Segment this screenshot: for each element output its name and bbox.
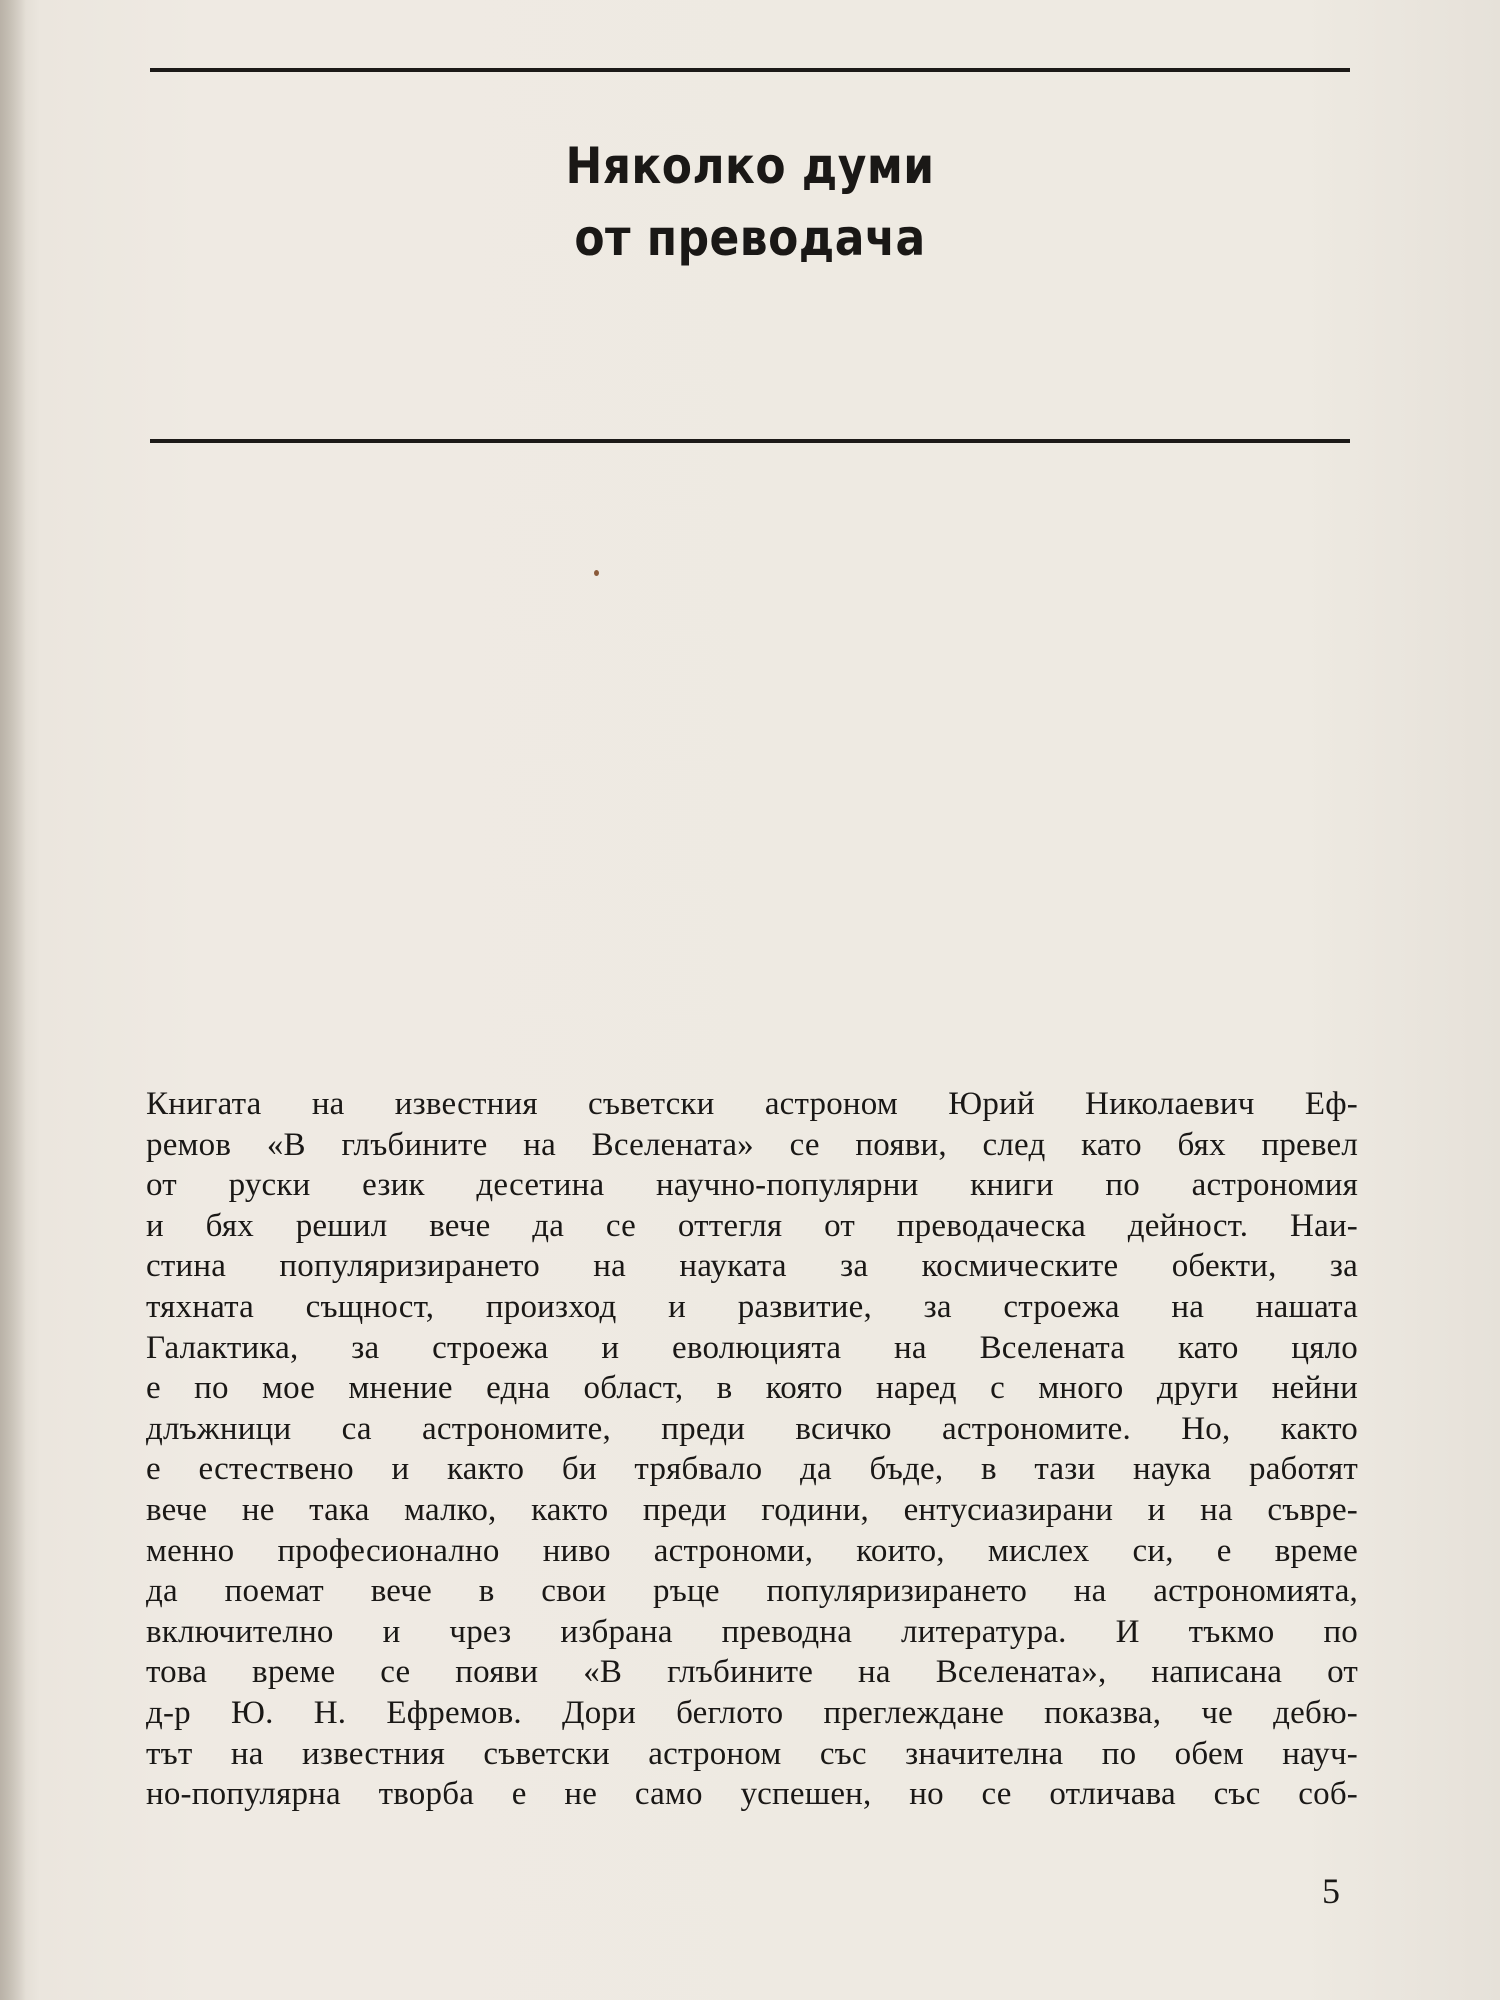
text-line: менно професионално ниво астрономи, които, мислех си, е време bbox=[146, 1532, 1358, 1569]
page-number: 5 bbox=[1322, 1871, 1340, 1911]
text-line: да поемат вече в свои ръце популяризирането на астрономията, bbox=[146, 1573, 1358, 1610]
text-line: тът на известния съветски астроном със значителна по обем науч- bbox=[146, 1735, 1358, 1772]
paper-speck bbox=[594, 570, 599, 576]
text-line: това време се появи «В глъбините на Вселената», написана от bbox=[146, 1654, 1358, 1691]
text-line: стина популяризирането на науката за космическите обекти, за bbox=[146, 1248, 1358, 1285]
text-line: Галактика, за строежа и еволюцията на Вселената като цяло bbox=[146, 1329, 1358, 1366]
text-line: тяхната същност, произход и развитие, за строежа на нашата bbox=[146, 1288, 1358, 1325]
text-line: и бях решил вече да се оттегля от преводаческа дейност. Наи- bbox=[146, 1207, 1358, 1244]
text-line: включително и чрез избрана преводна литература. И тъкмо по bbox=[146, 1613, 1358, 1650]
text-line: вече не така малко, както преди години, ентусиазирани и на съвре- bbox=[146, 1491, 1358, 1528]
text-line: Книгата на известния съветски астроном Юрий Николаевич Еф- bbox=[146, 1086, 1358, 1122]
text-line: е по мое мнение една област, в която наред с много други нейни bbox=[146, 1370, 1358, 1407]
text-line: д-р Ю. Н. Ефремов. Дори беглото преглеждане показва, че дебю- bbox=[146, 1694, 1358, 1731]
text-line: длъжници са астрономите, преди всичко астрономите. Но, както bbox=[146, 1410, 1358, 1447]
chapter-title-line-1: Няколко думи bbox=[565, 137, 935, 195]
bottom-rule bbox=[150, 439, 1350, 443]
text-line: от руски език десетина научно-популярни книги по астрономия bbox=[146, 1167, 1358, 1204]
chapter-title bbox=[222, 130, 1278, 274]
text-line: но-популярна творба е не само успешен, но се отличава със соб- bbox=[146, 1776, 1358, 1813]
text-line: ремов «В глъбините на Вселената» се появи, след като бях превел bbox=[146, 1126, 1358, 1163]
gutter-shadow bbox=[0, 0, 26, 2000]
top-rule bbox=[150, 68, 1350, 72]
text-line: е естествено и както би трябвало да бъде, в тази наука работят bbox=[146, 1451, 1358, 1488]
chapter-title-line-2: от преводача bbox=[574, 209, 926, 267]
body-paragraph bbox=[146, 1084, 1358, 1815]
